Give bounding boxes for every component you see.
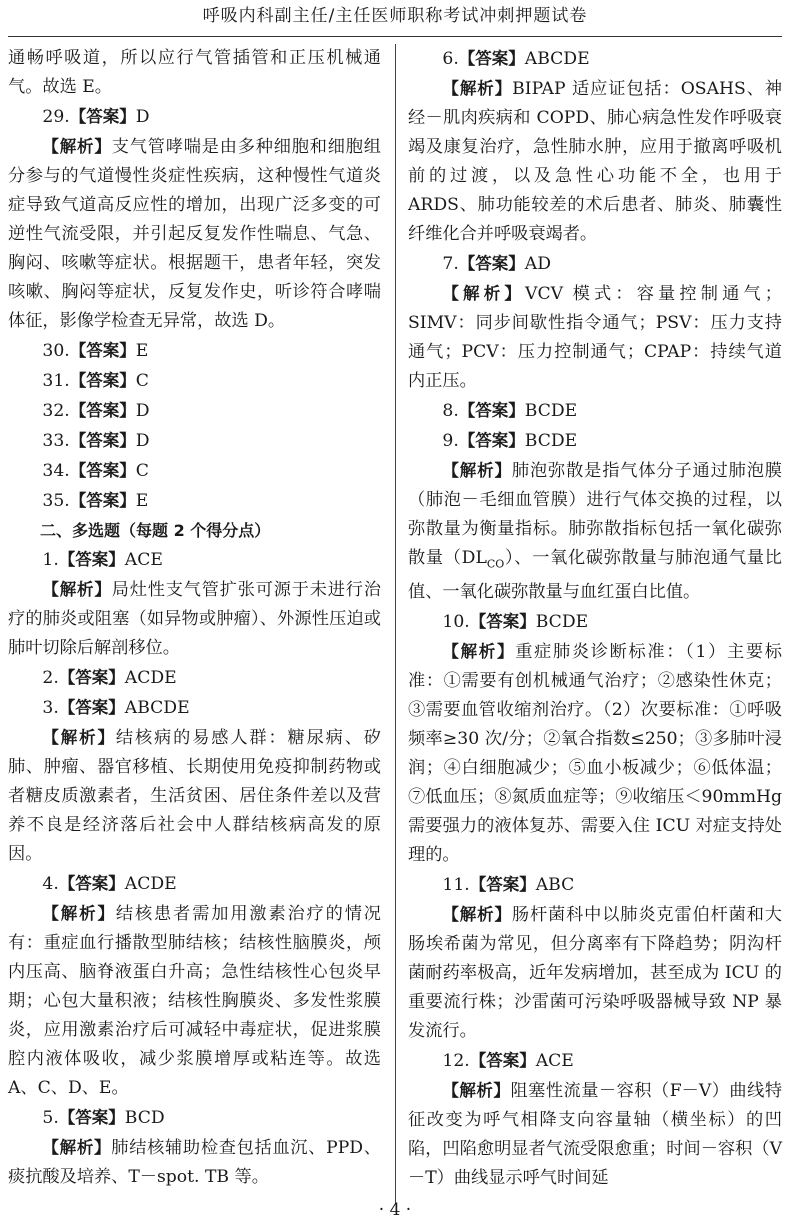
answer-label: 【答案】: [469, 875, 536, 895]
explanation-text-cont: ）、一氧化碳弥散量与肺泡通气量比值、一氧化碳弥散量与血红蛋白比值。: [408, 548, 782, 603]
question-number: 7.: [442, 254, 459, 274]
answer-label: 【答案】: [458, 49, 525, 68]
explanation-m5: [8, 1133, 381, 1192]
question-number: 3.: [42, 698, 59, 718]
answer-value: D: [135, 431, 150, 451]
explanation-m1: [8, 575, 381, 663]
explanation-label: 【解析】: [442, 284, 526, 303]
explanation-m12: [408, 1076, 782, 1193]
answer-label: 【答案】: [469, 612, 536, 632]
left-column: [8, 44, 381, 1192]
answer-m9: [408, 426, 782, 456]
answer-m6: [408, 44, 782, 74]
answer-value: ACDE: [124, 668, 177, 688]
question-number: 6.: [442, 49, 459, 69]
page-number: · 4 ·: [378, 1200, 412, 1220]
question-number: 31.: [42, 371, 70, 391]
question-number: 5.: [42, 1108, 59, 1128]
explanation-text: 肠杆菌科中以肺炎克雷伯杆菌和大肠埃希菌为常见，但分离率有下降趋势；阴沟杆菌耐药率极高，近年发病增加，甚至成为 ICU 的重要流行株；沙雷菌可污染呼吸器械导致 NP 暴发流行。: [408, 905, 782, 1042]
explanation-m4: [8, 899, 381, 1103]
page-header: 呼吸内科副主任/主任医师职称考试冲刺押题试卷: [202, 6, 588, 26]
answer-value: ACDE: [124, 874, 177, 894]
question-number: 12.: [442, 1051, 470, 1072]
answer-value: D: [135, 107, 150, 127]
answer-label: 【答案】: [69, 371, 136, 390]
question-number: 11.: [442, 875, 470, 896]
right-column: [408, 44, 782, 1193]
answer-label: 【答案】: [58, 874, 125, 893]
explanation-label: 【解析】: [42, 137, 112, 156]
answer-m4: [8, 869, 381, 899]
explanation-text: 结核患者需加用激素治疗的情况有：重症血行播散型肺结核；结核性脑膜炎，颅内压高、脑脊液蛋白升高；急性结核性心包炎早期；心包大量积液；结核性胸膜炎、多发性浆膜炎，应用激素治疗后可减轻中毒症状，促进浆膜腔内液体吸收，减少浆膜增厚或粘连等。故选 A、C、D、E。: [8, 904, 381, 1098]
answer-label: 【答案】: [69, 401, 136, 420]
explanation-label: 【解析】: [442, 461, 512, 480]
explanation-label: 【解析】: [442, 1081, 511, 1101]
answer-value: ABCDE: [524, 49, 590, 69]
explanation-m10: [408, 637, 782, 870]
answer-value: AD: [524, 254, 551, 274]
answer-value: BCDE: [524, 431, 578, 451]
answer-value: C: [135, 371, 149, 391]
answer-value: C: [135, 461, 149, 481]
section-heading: 二、多选题（每题 2 个得分点）: [40, 521, 271, 540]
explanation-label: 【解析】: [442, 642, 516, 662]
answer-m1: [8, 545, 381, 575]
question-number: 4.: [42, 874, 59, 894]
answer-label: 【答案】: [69, 341, 136, 360]
explanation-text: 阻塞性流量－容积（F－V）曲线特征改变为呼气相降支向容量轴（横坐标）的凹陷，凹陷愈明显者气流受限愈重；时间－容积（V－T）曲线显示呼气时间延: [408, 1081, 783, 1189]
answer-29: [8, 102, 381, 132]
question-number: 30.: [42, 341, 70, 361]
explanation-label: 【解析】: [442, 905, 512, 925]
answer-35: [8, 486, 381, 516]
explanation-text: 局灶性支气管扩张可源于未进行治疗的肺炎或阻塞（如异物或肿瘤）、外源性压迫或肺叶切除后解剖移位。: [8, 580, 381, 658]
question-number: 1.: [42, 550, 59, 570]
answer-label: 【答案】: [458, 401, 525, 420]
answer-value: BCDE: [524, 401, 578, 421]
answer-value: BCD: [124, 1108, 165, 1128]
answer-32: [8, 396, 381, 426]
explanation-m3: [8, 723, 381, 869]
answer-value: E: [135, 491, 149, 511]
answer-value: D: [135, 401, 150, 421]
explanation-29: [8, 132, 381, 336]
answer-m11: [408, 870, 782, 900]
answer-value: ACE: [124, 550, 163, 570]
answer-m5: [8, 1103, 381, 1133]
explanation-text: 肺泡弥散是指气体分子通过肺泡膜（肺泡－毛细血管膜）进行气体交换的过程，以弥散量为衡量指标。肺弥散指标包括一氧化碳弥散量（DL: [408, 461, 782, 568]
answer-label: 【答案】: [69, 107, 136, 126]
explanation-text: 重症肺炎诊断标准：（1）主要标准：①需要有创机械通气治疗；②感染性休克；③需要血管收缩剂治疗。（2）次要标准：①呼吸频率≥30 次/分；②氧合指数≤250；③多肺叶浸润；④白细胞减少；⑤血小板减少；⑥低体温；⑦低血压；⑧氮质血症等；⑨收缩压＜90mmHg 需要强力的液体复苏、需要入住 ICU 对症支持处理的。: [408, 642, 782, 866]
answer-m3: [8, 693, 381, 723]
question-number: 29.: [42, 107, 70, 127]
answer-m12: [408, 1046, 782, 1076]
explanation-label: 【解析】: [442, 79, 513, 98]
question-number: 33.: [42, 431, 70, 451]
explanation-label: 【解析】: [42, 904, 116, 923]
explanation-m6: [408, 74, 782, 249]
answer-value: BCDE: [535, 612, 589, 633]
question-number: 10.: [442, 612, 470, 633]
explanation-text: 支气管哮喘是由多种细胞和细胞组分参与的气道慢性炎症性疾病，这种慢性气道炎症导致气道高反应性的增加，出现广泛多变的可逆性气流受限，并引起反复发作性喘息、气急、胸闷、咳嗽等症状。根据题干，患者年轻，突发咳嗽、胸闷等症状，反复发作史，听诊符合哮喘体征，影像学检查无异常，故选 D。: [8, 137, 381, 331]
continued-text: 通畅呼吸道，所以应行气管插管和正压机械通气。故选 E。: [8, 48, 381, 97]
explanation-label: 【解析】: [42, 580, 112, 599]
explanation-m11: [408, 900, 782, 1046]
answer-label: 【答案】: [58, 668, 125, 687]
answer-m7: [408, 249, 782, 279]
question-number: 2.: [42, 668, 59, 688]
answer-value: E: [135, 341, 149, 361]
question-number: 8.: [442, 401, 459, 421]
column-divider: [395, 44, 396, 1204]
answer-label: 【答案】: [69, 431, 136, 450]
answer-33: [8, 426, 381, 456]
answer-31: [8, 366, 381, 396]
question-number: 9.: [442, 431, 459, 451]
answer-label: 【答案】: [58, 698, 125, 717]
answer-m8: [408, 396, 782, 426]
answer-m2: [8, 663, 381, 693]
answer-m10: [408, 607, 782, 637]
answer-value: ABC: [535, 875, 575, 896]
answer-label: 【答案】: [469, 1051, 536, 1071]
explanation-label: 【解析】: [42, 728, 116, 747]
explanation-label: 【解析】: [42, 1138, 112, 1157]
answer-label: 【答案】: [58, 550, 125, 569]
question-number: 34.: [42, 461, 70, 481]
answer-30: [8, 336, 381, 366]
header-rule: [8, 36, 782, 37]
question-number: 35.: [42, 491, 70, 511]
explanation-text: 结核病的易感人群：糖尿病、矽肺、肿瘤、器官移植、长期使用免疫抑制药物或者糖皮质激素者，生活贫困、居住条件差以及营养不良是经济落后社会中人群结核病高发的原因。: [8, 728, 381, 864]
explanation-text: 肺结核辅助检查包括血沉、PPD、痰抗酸及培养、T－spot. TB 等。: [8, 1138, 381, 1187]
answer-34: [8, 456, 381, 486]
answer-label: 【答案】: [458, 431, 525, 450]
explanation-text: VCV 模式：容量控制通气；SIMV：同步间歇性指令通气；PSV：压力支持通气；PCV：压力控制通气；CPAP：持续气道内正压。: [408, 284, 782, 391]
answer-value: ABCDE: [124, 698, 190, 718]
answer-label: 【答案】: [69, 491, 136, 510]
answer-label: 【答案】: [69, 461, 136, 480]
answer-label: 【答案】: [58, 1108, 125, 1127]
answer-label: 【答案】: [458, 254, 525, 273]
question-number: 32.: [42, 401, 70, 421]
explanation-m9: [408, 456, 782, 607]
answer-value: ACE: [535, 1051, 574, 1072]
explanation-text: BIPAP 适应证包括：OSAHS、神经－肌肉疾病和 COPD、肺心病急性发作呼吸衰竭及康复治疗，急性肺水肿，应用于撤离呼吸机前的过渡，以及急性心功能不全，也用于 ARDS、肺功能较差的术后患者、肺炎、肺囊性纤维化合并呼吸衰竭者。: [408, 79, 783, 244]
subscript-co: CO: [486, 557, 505, 571]
explanation-m7: [408, 279, 782, 396]
